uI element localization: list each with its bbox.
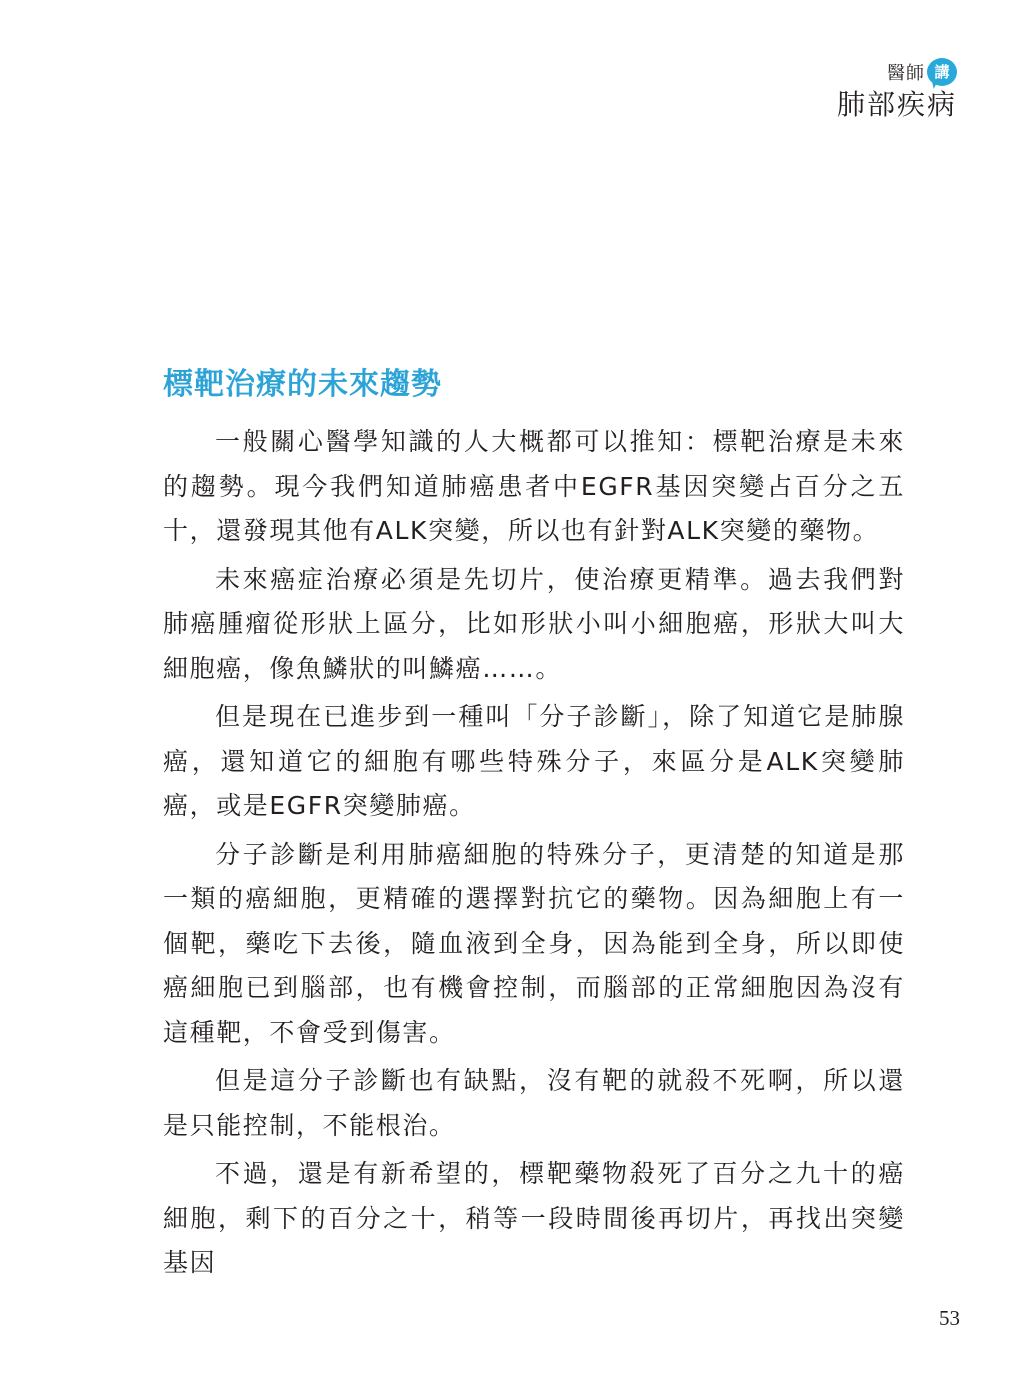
book-title: 肺部疾病 xyxy=(836,88,957,121)
paragraph: 分子診斷是利用肺癌細胞的特殊分子，更清楚的知道是那一類的癌細胞，更精確的選擇對抗它的藥物。因為細胞上有一個靶，藥吃下去後，隨血液到全身，因為能到全身，所以即使癌細胞已到腦部，也有機會控制，而腦部的正常細胞因為沒有這種靶，不會受到傷害。 xyxy=(163,839,905,1047)
series-label: 醫師 xyxy=(887,63,925,84)
page-number: 53 xyxy=(939,1306,960,1330)
paragraph: 但是這分子診斷也有缺點，沒有靶的就殺不死啊，所以還是只能控制，不能根治。 xyxy=(163,1066,905,1140)
paragraph: 一般關心醫學知識的人大概都可以推知：標靶治療是未來的趨勢。現今我們知道肺癌患者中EGFR基因突變占百分之五十，還發現其他有ALK突變，所以也有針對ALK突變的藥物。 xyxy=(163,427,905,545)
series-title-block xyxy=(837,52,957,122)
body-text xyxy=(163,420,905,1290)
section-heading: 標靶治療的未來趨勢 xyxy=(163,367,442,402)
paragraph: 未來癌症治療必須是先切片，使治療更精準。過去我們對肺癌腫瘤從形狀上區分，比如形狀小叫小細胞癌，形狀大叫大細胞癌，像魚鱗狀的叫鱗癌……。 xyxy=(163,564,905,683)
paragraph: 不過，還是有新希望的，標靶藥物殺死了百分之九十的癌細胞，剩下的百分之十，稍等一段時間後再切片，再找出突變基因 xyxy=(163,1159,905,1277)
series-logo xyxy=(837,52,957,86)
paragraph: 但是現在已進步到一種叫「分子診斷」，除了知道它是肺腺癌，還知道它的細胞有哪些特殊分子，來區分是ALK突變肺癌，或是EGFR突變肺癌。 xyxy=(163,702,905,820)
speech-bubble-icon: 講 xyxy=(927,58,957,86)
